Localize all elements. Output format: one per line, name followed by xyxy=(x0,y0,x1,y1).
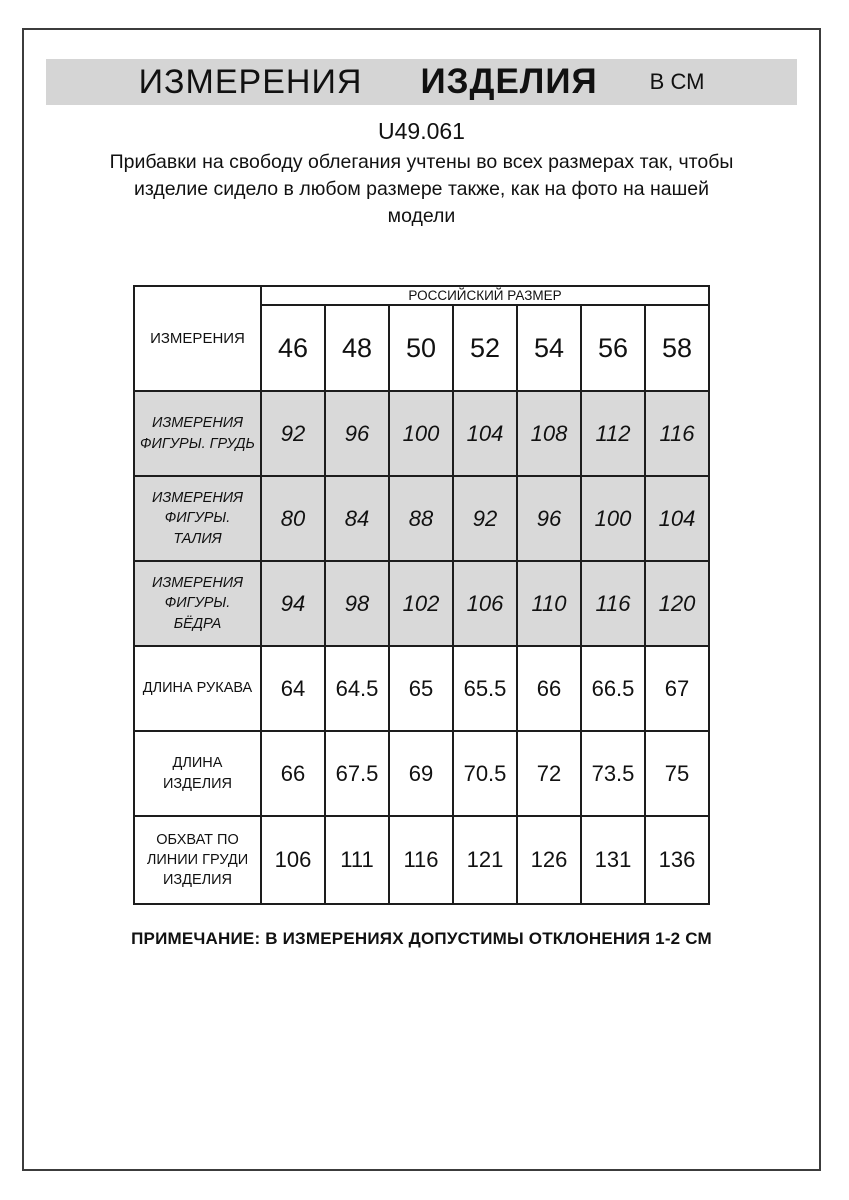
measurement-value: 121 xyxy=(453,816,517,904)
measurement-value: 111 xyxy=(325,816,389,904)
title-measurements: ИЗМЕРЕНИЯ xyxy=(138,62,363,101)
table-row xyxy=(134,731,709,816)
measurement-value: 116 xyxy=(389,816,453,904)
measurement-value: 70.5 xyxy=(453,731,517,816)
size-table xyxy=(133,285,710,905)
measurement-value: 69 xyxy=(389,731,453,816)
size-header: 54 xyxy=(517,305,581,391)
size-header: 58 xyxy=(645,305,709,391)
measurement-value: 67.5 xyxy=(325,731,389,816)
measurement-value: 64 xyxy=(261,646,325,731)
row-label: ДЛИНА ИЗДЕЛИЯ xyxy=(134,731,261,816)
measurement-value: 112 xyxy=(581,391,645,476)
title-product: ИЗДЕЛИЯ xyxy=(420,62,598,101)
measurement-value: 94 xyxy=(261,561,325,646)
measurement-value: 98 xyxy=(325,561,389,646)
table-row xyxy=(134,476,709,561)
size-table-body xyxy=(134,391,709,904)
measurement-value: 116 xyxy=(645,391,709,476)
measurement-value: 66 xyxy=(261,731,325,816)
size-header: 52 xyxy=(453,305,517,391)
measurement-value: 108 xyxy=(517,391,581,476)
measurement-value: 120 xyxy=(645,561,709,646)
article-code: U49.061 xyxy=(378,118,465,144)
measurement-value: 64.5 xyxy=(325,646,389,731)
measurement-value: 126 xyxy=(517,816,581,904)
measurement-value: 80 xyxy=(261,476,325,561)
measurement-value: 100 xyxy=(389,391,453,476)
size-header: 50 xyxy=(389,305,453,391)
measurement-value: 100 xyxy=(581,476,645,561)
size-header: 46 xyxy=(261,305,325,391)
measurement-value: 102 xyxy=(389,561,453,646)
measurement-value: 104 xyxy=(453,391,517,476)
measurement-value: 65 xyxy=(389,646,453,731)
size-table-head xyxy=(134,286,709,391)
measurement-value: 92 xyxy=(453,476,517,561)
row-label: ОБХВАТ ПО ЛИНИИ ГРУДИ ИЗДЕЛИЯ xyxy=(134,816,261,904)
row-label: ДЛИНА РУКАВА xyxy=(134,646,261,731)
table-row xyxy=(134,391,709,476)
measurement-value: 92 xyxy=(261,391,325,476)
measurement-value: 106 xyxy=(453,561,517,646)
measurement-value: 110 xyxy=(517,561,581,646)
measurement-value: 73.5 xyxy=(581,731,645,816)
title-bar xyxy=(46,59,797,105)
table-row xyxy=(134,816,709,904)
measurement-value: 84 xyxy=(325,476,389,561)
measurement-value: 66.5 xyxy=(581,646,645,731)
russian-size-group-header: РОССИЙСКИЙ РАЗМЕР xyxy=(261,286,709,305)
measurement-value: 96 xyxy=(517,476,581,561)
size-header: 56 xyxy=(581,305,645,391)
title-units: В СМ xyxy=(649,69,705,94)
measurement-value: 88 xyxy=(389,476,453,561)
measurement-value: 104 xyxy=(645,476,709,561)
measurement-value: 136 xyxy=(645,816,709,904)
table-row xyxy=(134,561,709,646)
measurement-value: 72 xyxy=(517,731,581,816)
measurement-value: 65.5 xyxy=(453,646,517,731)
row-label: ИЗМЕРЕНИЯ ФИГУРЫ. ТАЛИЯ xyxy=(134,476,261,561)
tolerance-note: ПРИМЕЧАНИЕ: В ИЗМЕРЕНИЯХ ДОПУСТИМЫ ОТКЛОНЕНИЯ 1-2 СМ xyxy=(131,929,712,948)
measurement-value: 116 xyxy=(581,561,645,646)
measurement-value: 106 xyxy=(261,816,325,904)
measurement-value: 131 xyxy=(581,816,645,904)
row-label: ИЗМЕРЕНИЯ ФИГУРЫ. ГРУДЬ xyxy=(134,391,261,476)
table-corner-label: ИЗМЕРЕНИЯ xyxy=(134,286,261,391)
row-label: ИЗМЕРЕНИЯ ФИГУРЫ. БЁДРА xyxy=(134,561,261,646)
measurement-value: 75 xyxy=(645,731,709,816)
page-frame xyxy=(22,28,821,1171)
table-row xyxy=(134,646,709,731)
measurement-value: 66 xyxy=(517,646,581,731)
size-header: 48 xyxy=(325,305,389,391)
fit-description: Прибавки на свободу облегания учтены во всех размерах так, чтобы изделие сидело в любом размере также, как на фото на нашей модели xyxy=(109,151,734,227)
measurement-value: 96 xyxy=(325,391,389,476)
measurement-value: 67 xyxy=(645,646,709,731)
